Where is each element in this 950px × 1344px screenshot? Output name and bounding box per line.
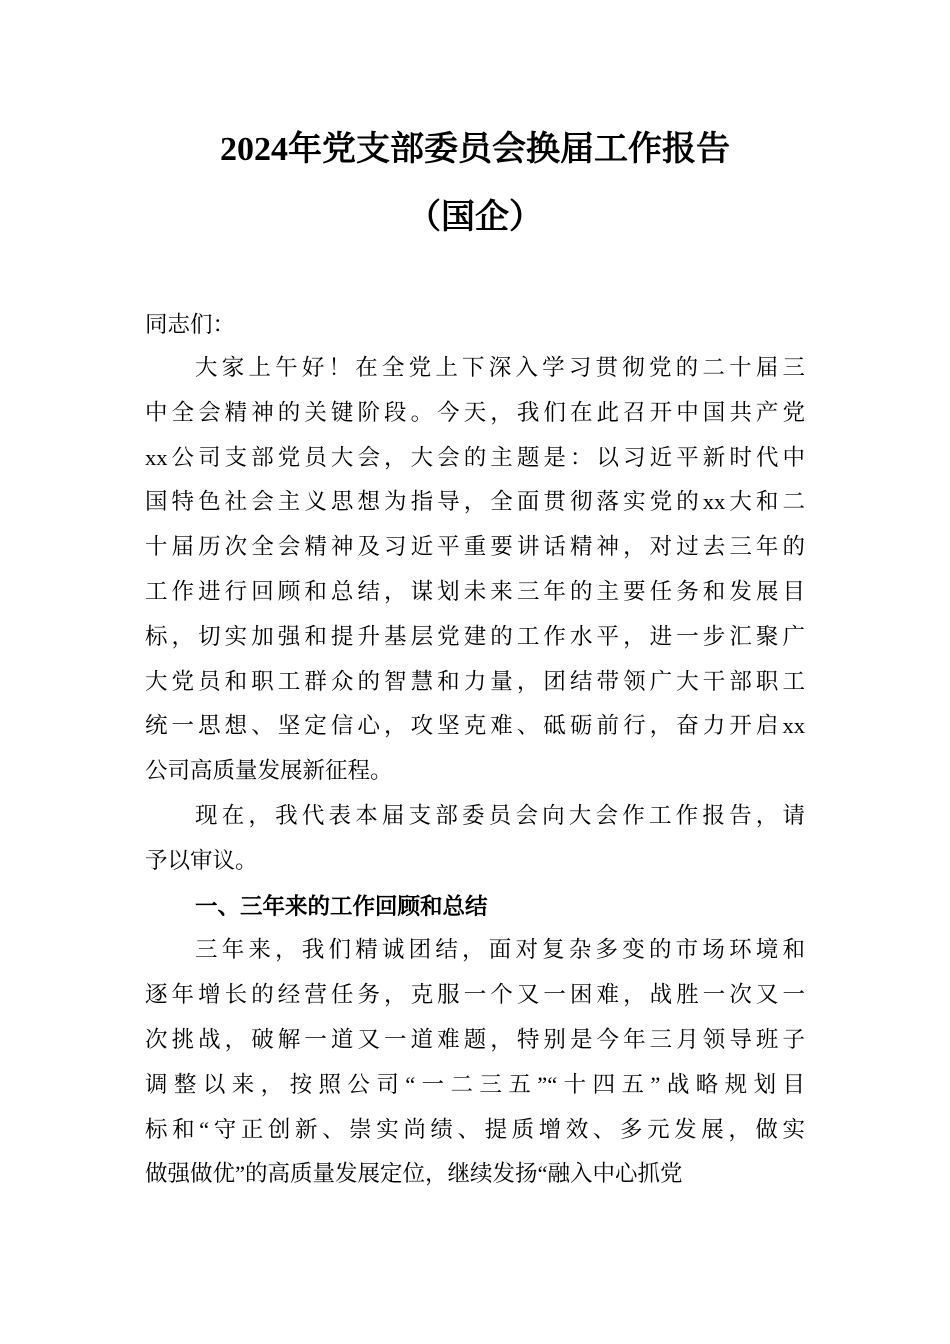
paragraph-line: xx公司支部党员大会，大会的主题是：以习近平新时代中 [145, 444, 805, 470]
paragraph-line: 调整以来，按照公司“一二三五”“十四五”战略规划目 [145, 1071, 805, 1097]
paragraph-line: 国特色社会主义思想为指导，全面贯彻落实党的xx大和二 [145, 489, 805, 515]
paragraph-line: 予以审议。 [145, 847, 258, 873]
document-title: 2024年党支部委员会换届工作报告 [220, 131, 730, 168]
paragraph-line: 统一思想、坚定信心，攻坚克难、砥砺前行，奋力开启xx [145, 713, 805, 739]
paragraph-line: 中全会精神的关键阶段。今天，我们在此召开中国共产党 [145, 399, 805, 425]
paragraph-line: 做强做优”的高质量发展定位，继续发扬“融入中心抓党 [145, 1161, 683, 1187]
document-subtitle: （国企） [407, 199, 543, 236]
section-heading: 一、三年来的工作回顾和总结 [195, 893, 488, 920]
paragraph-line: 三年来，我们精诚团结，面对复杂多变的市场环境和 [195, 937, 805, 963]
paragraph-line: 标和“守正创新、崇实尚绩、提质增效、多元发展，做实 [145, 1116, 805, 1142]
paragraph-line: 次挑战，破解一道又一道难题，特别是今年三月领导班子 [145, 1027, 805, 1052]
paragraph-line: 现在，我代表本届支部委员会向大会作工作报告，请 [195, 803, 805, 828]
paragraph-line: 逐年增长的经营任务，克服一个又一困难，战胜一次又一 [145, 982, 805, 1008]
paragraph-line: 公司高质量发展新征程。 [145, 758, 393, 784]
salutation: 同志们： [145, 312, 236, 337]
paragraph-line: 标，切实加强和提升基层党建的工作水平，进一步汇聚广 [145, 623, 805, 649]
paragraph-line: 工作进行回顾和总结，谋划未来三年的主要任务和发展目 [145, 579, 805, 604]
paragraph-line: 大党员和职工群众的智慧和力量，团结带领广大干部职工 [145, 668, 805, 694]
paragraph-line: 十届历次全会精神及习近平重要讲话精神，对过去三年的 [145, 534, 805, 560]
paragraph-line: 大家上午好！在全党上下深入学习贯彻党的二十届三 [195, 355, 805, 380]
